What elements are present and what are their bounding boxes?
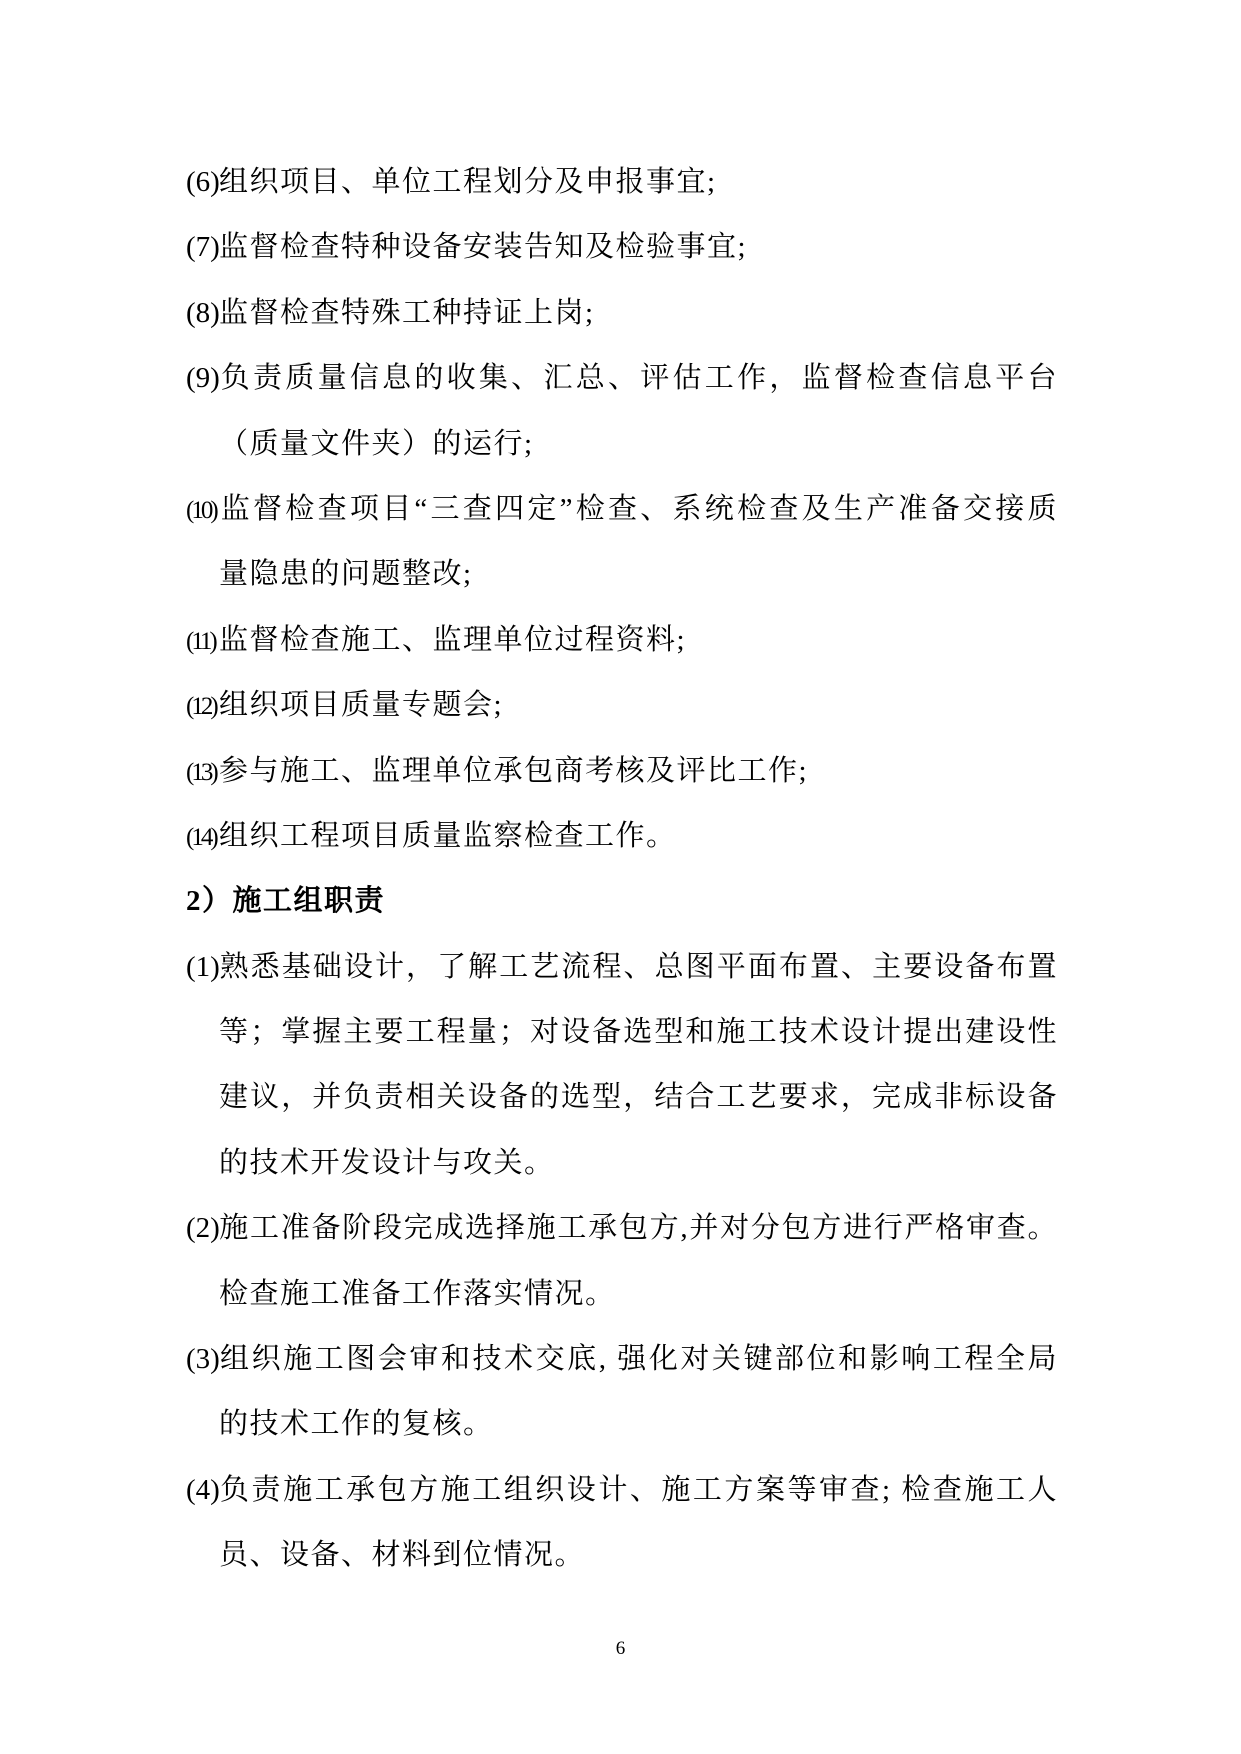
section-heading: 2）施工组职责 — [186, 885, 386, 918]
item-text: 监督检查项目“三查四定”检查、系统检查及生产准备交接质 — [219, 492, 1058, 525]
list-item — [186, 739, 1058, 804]
item-line — [186, 215, 1058, 280]
item-line-continued — [186, 1000, 1058, 1065]
item-number: (2) — [186, 1212, 220, 1245]
item-text: 组织项目质量专题会; — [219, 689, 504, 722]
item-text: 的技术开发设计与攻关。 — [219, 1146, 555, 1179]
item-text: 监督检查特种设备安装告知及检验事宜; — [219, 231, 748, 264]
item-number: (3) — [186, 1343, 220, 1376]
list-item — [186, 804, 1058, 869]
item-text: 等；掌握主要工程量；对设备选型和施工技术设计提出建设性 — [219, 1016, 1058, 1049]
list-item — [186, 346, 1058, 477]
list-item — [186, 608, 1058, 673]
item-text: 施工准备阶段完成选择施工承包方,并对分包方进行严格审查。 — [219, 1212, 1058, 1245]
item-line — [186, 1196, 1058, 1261]
item-line — [186, 477, 1058, 542]
list-item — [186, 673, 1058, 738]
item-line — [186, 608, 1058, 673]
item-text: 的技术工作的复核。 — [219, 1408, 494, 1441]
list-item — [186, 477, 1058, 608]
item-number: (1) — [186, 950, 220, 983]
list-item — [186, 150, 1058, 215]
item-line-continued — [186, 1392, 1058, 1457]
item-line — [186, 1458, 1058, 1523]
item-number: (8) — [186, 296, 220, 329]
item-line — [186, 1327, 1058, 1392]
item-line — [186, 739, 1058, 804]
page-number: 6 — [615, 1638, 626, 1659]
list-item — [186, 1458, 1058, 1589]
item-line — [186, 673, 1058, 738]
item-number: (12) — [186, 693, 216, 721]
page-body — [186, 150, 1058, 1589]
item-number: (9) — [186, 362, 220, 395]
responsibility-list-a — [186, 150, 1058, 869]
responsibility-list-b — [186, 935, 1058, 1589]
item-line — [186, 281, 1058, 346]
item-line — [186, 804, 1058, 869]
item-line-continued — [186, 1262, 1058, 1327]
item-text: 熟悉基础设计，了解工艺流程、总图平面布置、主要设备布置 — [219, 950, 1058, 983]
list-item — [186, 281, 1058, 346]
item-line-continued — [186, 412, 1058, 477]
item-number: (13) — [186, 758, 216, 786]
item-number: (10) — [186, 496, 216, 524]
item-text: 建议，并负责相关设备的选型，结合工艺要求，完成非标设备 — [219, 1081, 1058, 1114]
item-line-continued — [186, 1065, 1058, 1130]
item-text: 组织工程项目质量监察检查工作。 — [219, 819, 677, 852]
item-number: (6) — [186, 166, 220, 198]
item-number: (7) — [186, 231, 220, 264]
item-line — [186, 150, 1058, 215]
item-text: 检查施工准备工作落实情况。 — [219, 1277, 616, 1310]
list-item — [186, 1196, 1058, 1327]
item-number: (11) — [186, 627, 215, 655]
list-item — [186, 935, 1058, 1197]
item-text: 量隐患的问题整改; — [219, 558, 473, 591]
item-text: 监督检查施工、监理单位过程资料; — [219, 623, 687, 656]
item-line-continued — [186, 1523, 1058, 1588]
item-text: 组织施工图会审和技术交底, 强化对关键部位和影响工程全局 — [219, 1343, 1058, 1376]
item-line — [186, 346, 1058, 411]
item-text: 参与施工、监理单位承包商考核及评比工作; — [219, 754, 809, 787]
list-item — [186, 215, 1058, 280]
item-line-continued — [186, 1131, 1058, 1196]
item-text: 员、设备、材料到位情况。 — [219, 1539, 586, 1572]
item-line-continued — [186, 542, 1058, 607]
item-text: 负责施工承包方施工组织设计、施工方案等审查; 检查施工人 — [219, 1473, 1058, 1506]
list-item — [186, 1327, 1058, 1458]
item-text: （质量文件夹）的运行; — [219, 427, 534, 460]
item-text: 监督检查特殊工种持证上岗; — [219, 296, 595, 329]
item-text: 组织项目、单位工程划分及申报事宜; — [219, 166, 717, 198]
item-text: 负责质量信息的收集、汇总、评估工作，监督检查信息平台 — [219, 362, 1058, 395]
item-number: (4) — [186, 1473, 220, 1506]
item-number: (14) — [186, 823, 216, 851]
item-line — [186, 935, 1058, 1000]
